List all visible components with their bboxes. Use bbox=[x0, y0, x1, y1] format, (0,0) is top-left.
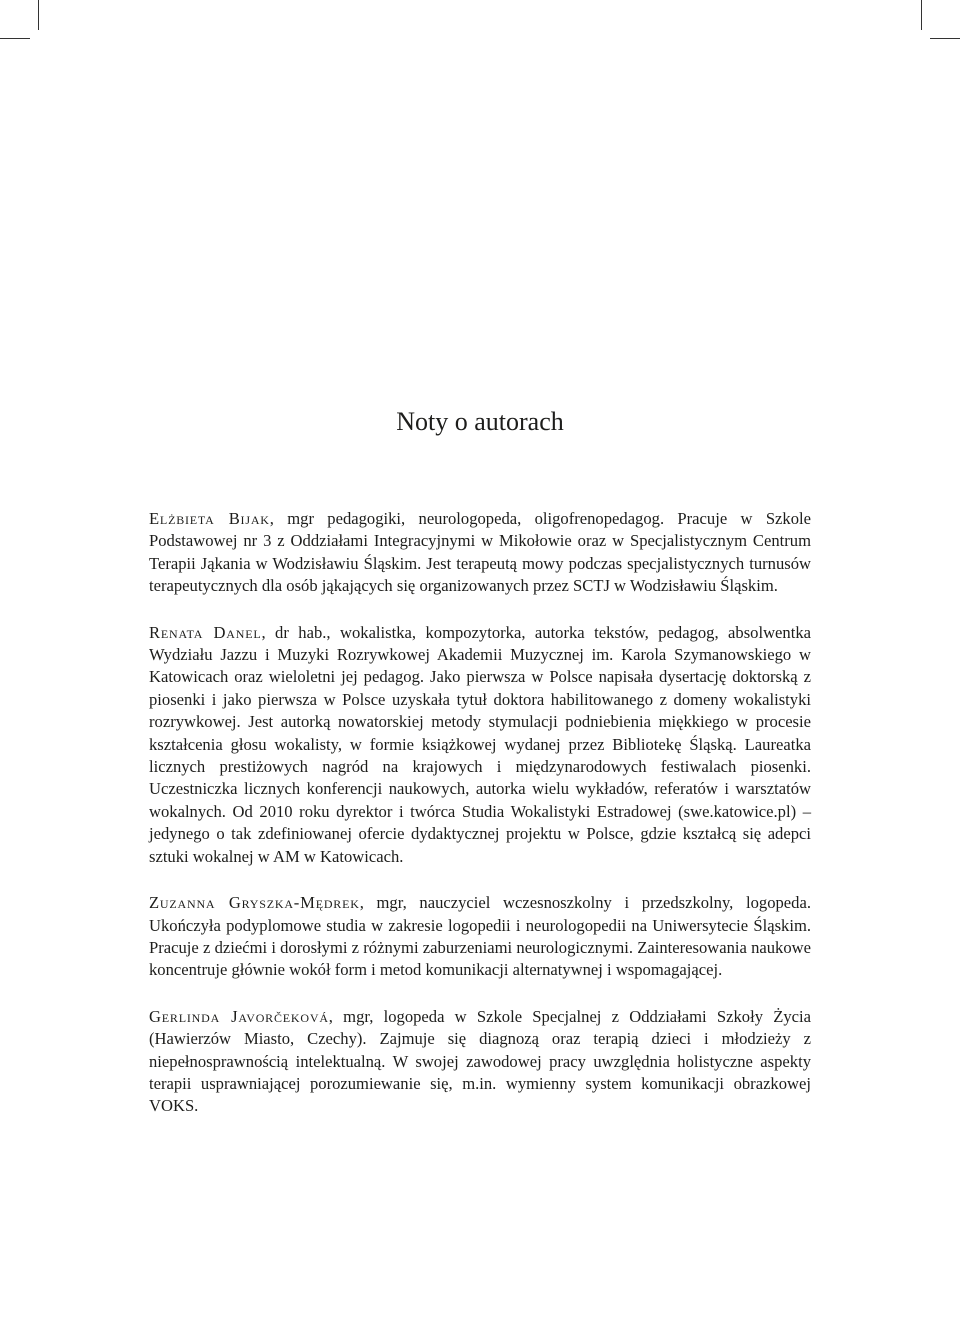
author-entry-danel bbox=[149, 622, 811, 868]
author-entry-bijak bbox=[149, 508, 811, 598]
author-name: Gerlinda Javorčeková bbox=[149, 1006, 329, 1026]
author-name: Renata Danel bbox=[149, 622, 262, 642]
author-notes-list bbox=[149, 508, 811, 1142]
crop-mark-top-right-horizontal bbox=[930, 38, 960, 39]
author-name: Zuzanna Gryszka-Mędrek bbox=[149, 893, 360, 913]
author-entry-gryszka-medrek bbox=[149, 892, 811, 982]
author-bio: , mgr pedagogiki, neurologopeda, oligofrenopedagog. Pracuje w Szkole Podstawowej nr 3 z Oddziałami Integracyjnymi w Mikołowie oraz w Specjalistycznym Centrum Terapii Jąkania w Wodzisławiu Śląskim. Jest terapeutą mowy podczas specjalistycznych turnusów terapeutycznych dla osób jąkających się organizowanych przez SCTJ w Wodzisławiu Śląskim. bbox=[149, 509, 811, 596]
crop-mark-top-left-vertical bbox=[38, 0, 39, 30]
crop-mark-top-right-vertical bbox=[921, 0, 922, 30]
author-bio: , dr hab., wokalistka, kompozytorka, autorka tekstów, pedagog, absolwentka Wydziału Jazzu i Muzyki Rozrywkowej Akademii Muzycznej im. Karola Szymanowskiego w Katowicach oraz wieloletni jej pedagog. Jako pierwsza w Polsce napisała dysertację doktorską z piosenki i jako pierwsza w Polsce uzyskała tytuł doktora habilitowanego z domeny wokalistyki rozrywkowej. Jest autorką nowatorskiej metody stymulacji podniebienia miękkiego w procesie kształcenia głosu wokalisty, w formie książkowej wydanej przez Bibliotekę Śląską. Laureatka licznych prestiżowych nagród na krajowych i międzynarodowych festiwalach piosenki. Uczestniczka licznych konferencji naukowych, autorka wielu wykładów, referatów i warsztatów wokalnych. Od 2010 roku dyrektor i twórca Studia Wokalistyki Estradowej (swe.katowice.pl) – jedynego o tak zdefiniowanej ofercie dydaktycznej projektu w Polsce, gdzie kształcą się adepci sztuki wokalnej w AM w Katowicach. bbox=[149, 622, 811, 866]
crop-mark-top-left-horizontal bbox=[0, 38, 30, 39]
author-bio: , mgr, logopeda w Szkole Specjalnej z Oddziałami Szkoły Życia (Hawierzów Miasto, Czechy). Zajmuje się diagnozą oraz terapią dzieci i młodzieży z niepełnosprawnością intelektualną. W swojej zawodowej pracy uwzględnia holistyczne aspekty terapii usprawniającej porozumiewanie się, m.in. wymienny system komunikacji obrazkowej VOKS. bbox=[149, 1006, 811, 1116]
author-name: Elżbieta Bijak bbox=[149, 509, 270, 528]
page-title: Noty o autorach bbox=[396, 407, 564, 436]
author-bio: , mgr, nauczyciel wczesnoszkolny i przedszkolny, logopeda. Ukończyła podyplomowe studia w zakresie logopedii i neurologopedii na Uniwersytecie Śląskim. Pracuje z dziećmi i dorosłymi z różnymi zaburzeniami neurologicznymi. Zainteresowania naukowe koncentruje głównie wokół form i metod komunikacji alternatywnej i wspomagającej. bbox=[149, 893, 811, 980]
author-entry-javorcekova bbox=[149, 1006, 811, 1118]
